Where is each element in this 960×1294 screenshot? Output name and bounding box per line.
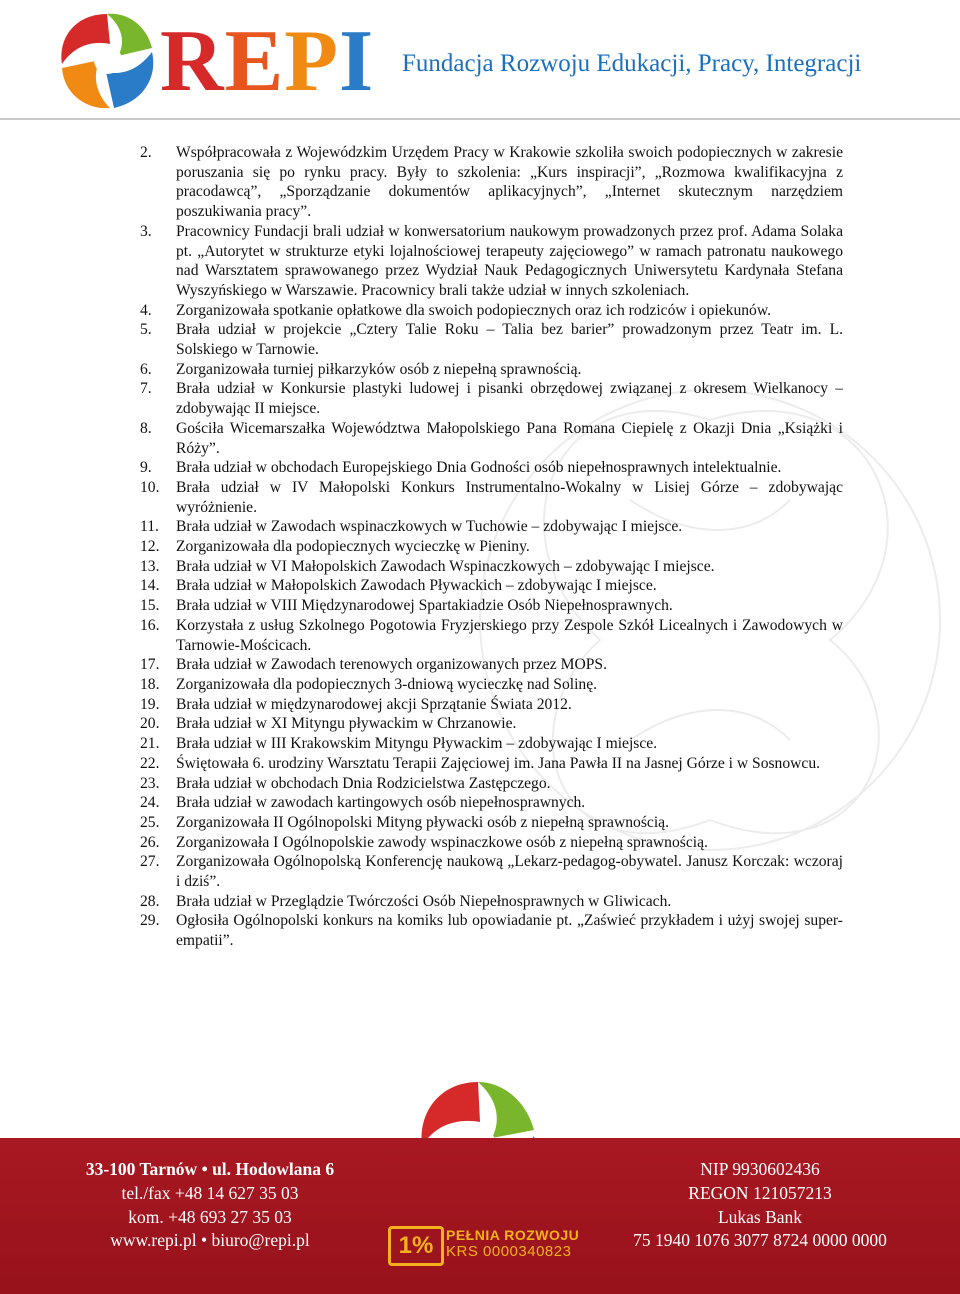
list-item	[140, 478, 843, 517]
list-item-text: Brała udział w XI Mityngu pływackim w Chrzanowie.	[176, 715, 517, 733]
list-item	[140, 596, 843, 616]
list-item-text: Ogłosiła Ogólnopolski konkurs na komiks lub opowiadanie pt. „Zaświeć przykładem i użyj swojej super-empatii”.	[176, 912, 843, 950]
list-item	[140, 143, 843, 222]
list-item-number: 20.	[140, 715, 160, 733]
list-item	[140, 379, 843, 418]
list-item-number: 27.	[140, 853, 160, 871]
list-item-number: 15.	[140, 597, 160, 615]
list-item-text: Brała udział w VIII Międzynarodowej Spartakiadzie Osób Niepełnosprawnych.	[176, 597, 673, 615]
list-item-text: Zorganizowała II Ogólnopolski Mityng pływacki osób z niepełną sprawnością.	[176, 813, 669, 831]
list-item-text: Brała udział w VI Małopolskich Zawodach Wspinaczkowych – zdobywając I miejsce.	[176, 557, 715, 575]
list-item-number: 4.	[140, 301, 152, 319]
footer-bank: Lukas Bank	[717, 1206, 803, 1227]
list-item-text: Brała udział w obchodach Dnia Rodzicielstwa Zastępczego.	[176, 774, 551, 792]
list-item	[140, 714, 843, 734]
list-item	[140, 774, 843, 794]
list-item	[140, 734, 843, 754]
list-item	[140, 360, 843, 380]
footer-regon: REGON 121057213	[688, 1182, 832, 1203]
list-item	[140, 419, 843, 458]
list-item	[140, 222, 843, 301]
footer-web: www.repi.pl • biuro@repi.pl	[110, 1230, 310, 1251]
header-divider	[0, 118, 960, 120]
campaign-name: PEŁNIA ROZWOJU	[446, 1227, 580, 1243]
list-item	[140, 301, 843, 321]
activities-list-container	[140, 143, 843, 951]
list-item-number: 5.	[140, 321, 152, 339]
one-percent-badge: 1%	[388, 1226, 444, 1266]
list-item-number: 24.	[140, 794, 160, 812]
list-item	[140, 458, 843, 478]
list-item-number: 12.	[140, 538, 160, 556]
list-item	[140, 813, 843, 833]
list-item-number: 25.	[140, 813, 160, 831]
list-item	[140, 320, 843, 359]
footer-phone: tel./fax +48 14 627 35 03	[121, 1182, 299, 1203]
list-item-text: Brała udział w III Krakowskim Mityngu Pływackim – zdobywając I miejsce.	[176, 735, 658, 753]
list-item	[140, 655, 843, 675]
list-item-number: 23.	[140, 774, 160, 792]
list-item-number: 18.	[140, 675, 160, 693]
list-item-number: 17.	[140, 656, 160, 674]
list-item-text: Zorganizowała turniej piłkarzyków osób z niepełną sprawnością.	[176, 360, 582, 378]
list-item-text: Zorganizowała dla podopiecznych 3-dniową wycieczkę nad Solinę.	[176, 675, 598, 693]
list-item	[140, 754, 843, 774]
list-item-number: 3.	[140, 222, 152, 240]
activities-list	[140, 143, 843, 951]
list-item-number: 10.	[140, 478, 160, 496]
list-item-text: Korzystała z usług Szkolnego Pogotowia Fryzjerskiego przy Zespole Szkół Licealnych i Zawodowych w Tarnowie-Mościcach.	[176, 616, 843, 654]
list-item	[140, 537, 843, 557]
list-item-number: 16.	[140, 616, 160, 634]
list-item-text: Brała udział w IV Małopolski Konkurs Instrumentalno-Wokalny w Lisiej Górze – zdobywając wyróżnienie.	[176, 478, 843, 516]
list-item-text: Brała udział w projekcie „Cztery Talie Roku – Talia bez barier” prowadzonym przez Teatr im. L. Solskiego w Tarnowie.	[176, 321, 843, 359]
list-item-number: 11.	[140, 518, 159, 536]
logo-wordmark: REPI	[160, 13, 375, 110]
list-item-number: 8.	[140, 419, 152, 437]
foundation-tagline: Fundacja Rozwoju Edukacji, Pracy, Integracji	[402, 50, 862, 77]
footer-registration	[600, 1158, 920, 1253]
list-item-text: Brała udział w Zawodach wspinaczkowych w Tuchowie – zdobywając I miejsce.	[176, 518, 683, 536]
list-item	[140, 793, 843, 813]
list-item-number: 22.	[140, 754, 160, 772]
list-item-number: 14.	[140, 577, 160, 595]
page-footer	[0, 1138, 960, 1294]
list-item-number: 2.	[140, 144, 152, 161]
list-item-number: 28.	[140, 892, 160, 910]
list-item-text: Gościła Wicemarszałka Województwa Małopolskiego Pana Romana Ciepielę z Okazji Dnia „Książki i Róży”.	[176, 419, 843, 457]
list-item-text: Współpracowała z Wojewódzkim Urzędem Pracy w Krakowie szkoliła swoich podopiecznych w zakresie poruszania się po rynku pracy. Były to szkolenia: „Kurs inspiracji”, „Rozmowa kwalifikacyjna z pracodawcą”, „Sporządzanie dokumentów aplikacyjnych”, „Internet skutecznym narzędziem poszukiwania pracy”.	[176, 144, 843, 221]
footer-account: 75 1940 1076 3077 8724 0000 0000	[633, 1230, 887, 1251]
footer-address: 33-100 Tarnów • ul. Hodowlana 6	[85, 1159, 335, 1179]
list-item-text: Zorganizowała I Ogólnopolskie zawody wspinaczkowe osób z niepełną sprawnością.	[176, 833, 708, 851]
list-item-number: 26.	[140, 833, 160, 851]
list-item-number: 29.	[140, 912, 160, 930]
footer-contact	[60, 1158, 360, 1253]
page-header	[0, 0, 960, 120]
list-item-text: Brała udział w zawodach kartingowych osób niepełnosprawnych.	[176, 794, 586, 812]
list-item	[140, 576, 843, 596]
footer-nip: NIP 9930602436	[700, 1159, 820, 1179]
list-item-text: Brała udział w międzynarodowej akcji Sprzątanie Świata 2012.	[176, 695, 572, 713]
list-item-number: 9.	[140, 459, 152, 477]
list-item	[140, 852, 843, 891]
list-item	[140, 517, 843, 537]
list-item-text: Zorganizowała Ogólnopolską Konferencję naukową „Lekarz-pedagog-obywatel. Janusz Korczak: wczoraj i dziś”.	[176, 853, 843, 891]
list-item	[140, 557, 843, 577]
list-item-text: Brała udział w Zawodach terenowych organizowanych przez MOPS.	[176, 656, 607, 674]
list-item-text: Świętowała 6. urodziny Warsztatu Terapii Zajęciowej im. Jana Pawła II na Jasnej Górze i w Sosnowcu.	[176, 754, 821, 772]
list-item-text: Pracownicy Fundacji brali udział w konwersatorium naukowym prowadzonych przez prof. Adama Solaka pt. „Autorytet w strukturze etyki lojalnościowej terapeuty zajęciowego” w ramach patronatu naukowego nad Warsztatem sprawowanego przez Wydział Nauk Pedagogicznych Uniwersytetu Kardynała Stefana Wyszyńskiego w Warszawie. Pracownicy brali także udział w innych szkoleniach.	[176, 222, 843, 299]
footer-mobile: kom. +48 693 27 35 03	[128, 1206, 292, 1227]
list-item	[140, 695, 843, 715]
krs-number: KRS 0000340823	[446, 1243, 572, 1260]
list-item	[140, 911, 843, 950]
list-item-number: 6.	[140, 360, 152, 378]
list-item-text: Brała udział w obchodach Europejskiego Dnia Godności osób niepełnosprawnych intelektualnie.	[176, 459, 782, 477]
list-item-text: Zorganizowała dla podopiecznych wycieczkę w Pieniny.	[176, 538, 530, 556]
list-item-text: Brała udział w Przeglądzie Twórczości Osób Niepełnosprawnych w Gliwicach.	[176, 892, 672, 910]
list-item-text: Brała udział w Małopolskich Zawodach Pływackich – zdobywając I miejsce.	[176, 577, 657, 595]
list-item-number: 19.	[140, 695, 160, 713]
repi-logo-icon	[52, 6, 162, 116]
list-item	[140, 833, 843, 853]
list-item-text: Brała udział w Konkursie plastyki ludowej i pisanki obrzędowej związanej z okresem Wielkanocy – zdobywając II miejsce.	[176, 380, 843, 418]
list-item-number: 21.	[140, 735, 160, 753]
list-item-number: 7.	[140, 380, 152, 398]
list-item-text: Zorganizowała spotkanie opłatkowe dla swoich podopiecznych oraz ich rodziców i opiekunów.	[176, 301, 771, 319]
list-item	[140, 616, 843, 655]
list-item	[140, 675, 843, 695]
list-item-number: 13.	[140, 557, 160, 575]
list-item	[140, 892, 843, 912]
